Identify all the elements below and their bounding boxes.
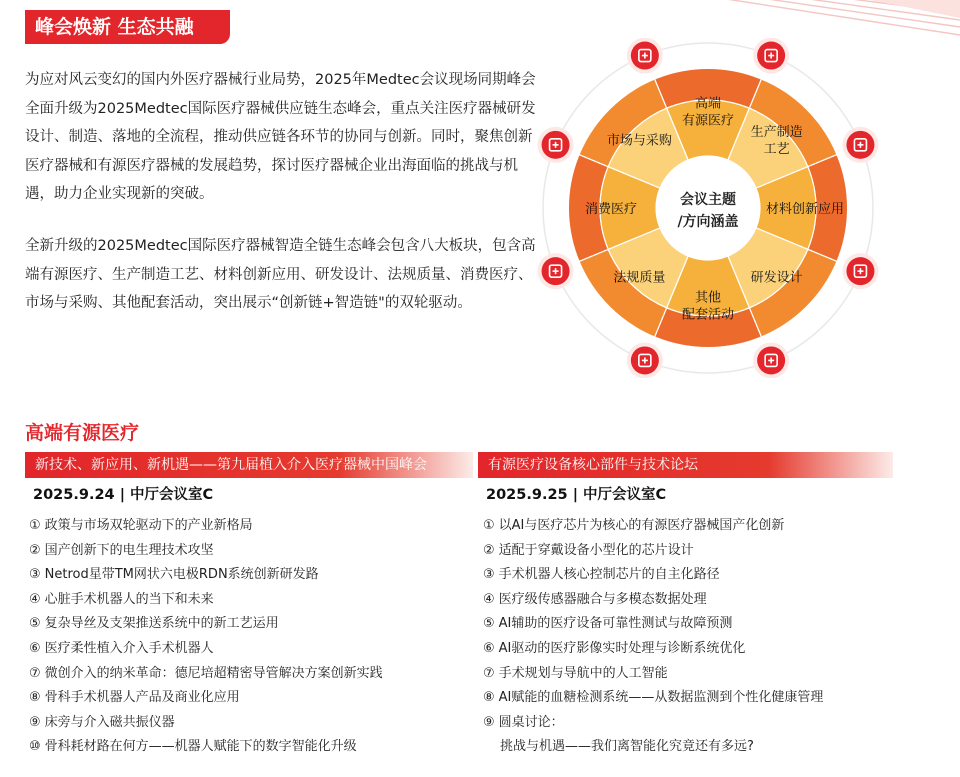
forum-left-date: 2025.9.24 | 中厅会议室C [33, 487, 214, 503]
topic-item [29, 563, 383, 588]
wheel-segment-label: 工艺 [763, 141, 790, 157]
topic-text: 手术规划与导航中的人工智能 [498, 665, 668, 681]
forum-left-title: 新技术、新应用、新机遇——第九届植入介入医疗器械中国峰会 [25, 452, 473, 478]
topic-number: ⑧ [29, 690, 41, 706]
wheel-center-line2: /方向涵盖 [677, 214, 739, 230]
topic-number: ⑨ [483, 714, 495, 730]
wheel-center [656, 156, 760, 260]
topic-text: Netrod星带TM网状六电极RDN系统创新研发路 [44, 567, 319, 583]
topic-number: ② [483, 542, 495, 558]
coil-icon [842, 253, 878, 289]
topic-item [29, 514, 383, 539]
topic-number: ③ [483, 567, 495, 583]
wheel-center-line1: 会议主题 [680, 192, 736, 208]
topic-text: 以AI与医疗芯片为核心的有源医疗器械国产化创新 [498, 518, 785, 533]
forum-right-date: 2025.9.25 | 中厅会议室C [486, 487, 667, 503]
topic-text: 骨科手术机器人产品及商业化应用 [44, 690, 240, 706]
wheel-segment-label: 其他 [694, 290, 722, 306]
topic-item [29, 539, 383, 564]
header-title-tag: 峰会焕新 生态共融 [25, 10, 230, 44]
topic-item [483, 662, 823, 687]
intro-paragraph-1: 为应对风云变幻的国内外医疗器械行业局势，2025年Medtec会议现场同期峰会全面升级为2025Medtec国际医疗器械供应链生态峰会，重点关注医疗器械研发设计、制造、落地的全流程，推动供应链各环节的协同与创新。同时，聚焦创新医疗器械和有源医疗器械的发展趋势，探讨医疗器械企业出海面临的挑战与机遇，助力企业实现新的突破。 [25, 72, 536, 203]
topic-text: 微创介入的纳米革命：德尼培超精密导管解决方案创新实践 [44, 665, 383, 681]
topic-item [483, 588, 823, 613]
topic-item [29, 612, 383, 637]
topic-item [483, 711, 823, 736]
topic-number: ⑧ [483, 690, 495, 706]
forum-right-topics [483, 514, 823, 760]
forum-right-title: 有源医疗设备核心部件与技术论坛 [478, 452, 893, 478]
topic-item [29, 686, 383, 711]
wheel-segment-label: 法规质量 [613, 270, 666, 286]
topic-number: ① [483, 518, 495, 533]
wheel-segment-label: 高端 [694, 96, 722, 112]
document-plus-icon [538, 253, 574, 289]
topic-text: AI辅助的医疗设备可靠性测试与故障预测 [498, 616, 733, 632]
topic-number: ⑦ [483, 665, 495, 681]
forum-left-topics [29, 514, 383, 760]
topic-number: ④ [483, 591, 495, 607]
topic-number: ⑤ [483, 616, 495, 632]
topic-text: 复杂导丝及支架推送系统中的新工艺运用 [44, 616, 279, 632]
wheel-segment-label: 生产制造 [750, 124, 803, 140]
topic-number: ④ [29, 591, 41, 607]
topic-item [483, 637, 823, 662]
stethoscope-icon [753, 342, 789, 378]
topic-text: 骨科耗材路在何方——机器人赋能下的数字智能化升级 [44, 739, 357, 755]
robot-arm-icon [627, 342, 663, 378]
topic-number: ⑦ [29, 665, 41, 681]
wheel-segment-label: 材料创新应用 [765, 202, 845, 217]
wheel-segment-label: 市场与采购 [606, 133, 672, 149]
topic-text: 政策与市场双轮驱动下的产业新格局 [44, 518, 253, 533]
topic-text: 挑战与机遇——我们离智能化究竟还有多远? [500, 739, 754, 755]
wheel-segment-label: 消费医疗 [584, 202, 638, 217]
topic-text: 国产创新下的电生理技术攻坚 [44, 542, 214, 558]
topic-item [483, 735, 823, 760]
topic-text: 适配于穿戴设备小型化的芯片设计 [498, 542, 694, 558]
topic-text: 心脏手术机器人的当下和未来 [44, 591, 214, 607]
topic-number: ② [29, 542, 41, 558]
topic-item [29, 637, 383, 662]
pill-icon [538, 127, 574, 163]
topic-item [29, 588, 383, 613]
topic-number: ① [29, 518, 41, 533]
topic-number: ⑩ [29, 739, 41, 755]
intro-paragraph-2: 全新升级的2025Medtec国际医疗器械智造全链生态峰会包含八大板块，包含高端有源医疗、生产制造工艺、材料创新应用、研发设计、法规质量、消费医疗、市场与采购、其他配套活动，突出展示“创新链+智造链"的双轮驱动。 [25, 238, 536, 312]
clipboard-icon [842, 127, 878, 163]
topic-text: AI赋能的血糖检测系统——从数据监测到个性化健康管理 [498, 690, 824, 706]
topic-item [483, 686, 823, 711]
topic-number: ⑨ [29, 714, 41, 730]
topic-text: 手术机器人核心控制芯片的自主化路径 [498, 567, 720, 583]
theme-wheel [528, 38, 928, 378]
topic-text: 医疗级传感器融合与多模态数据处理 [498, 591, 707, 607]
medical-device-icon [753, 38, 789, 74]
topic-text: 圆桌讨论： [498, 714, 564, 730]
topic-item [483, 563, 823, 588]
topic-item [483, 514, 823, 539]
topic-text: 医疗柔性植入介入手术机器人 [44, 640, 214, 656]
topic-number: ⑥ [483, 640, 495, 656]
topic-text: 床旁与介入磁共振仪器 [44, 714, 175, 730]
wheel-segment-label: 有源医疗 [681, 113, 735, 129]
topic-item [483, 539, 823, 564]
topic-item [29, 735, 383, 760]
topic-text: AI驱动的医疗影像实时处理与诊断系统优化 [498, 640, 746, 656]
topic-item [29, 662, 383, 687]
topic-number: ⑥ [29, 640, 41, 656]
topic-number: ⑤ [29, 616, 41, 632]
topic-number: ③ [29, 567, 41, 583]
section-title: 高端有源医疗 [25, 422, 140, 444]
wheel-segment-label: 研发设计 [750, 270, 803, 286]
wheel-segment-label: 配套活动 [681, 307, 735, 323]
hand-heart-icon [627, 38, 663, 74]
topic-item [483, 612, 823, 637]
topic-item [29, 711, 383, 736]
